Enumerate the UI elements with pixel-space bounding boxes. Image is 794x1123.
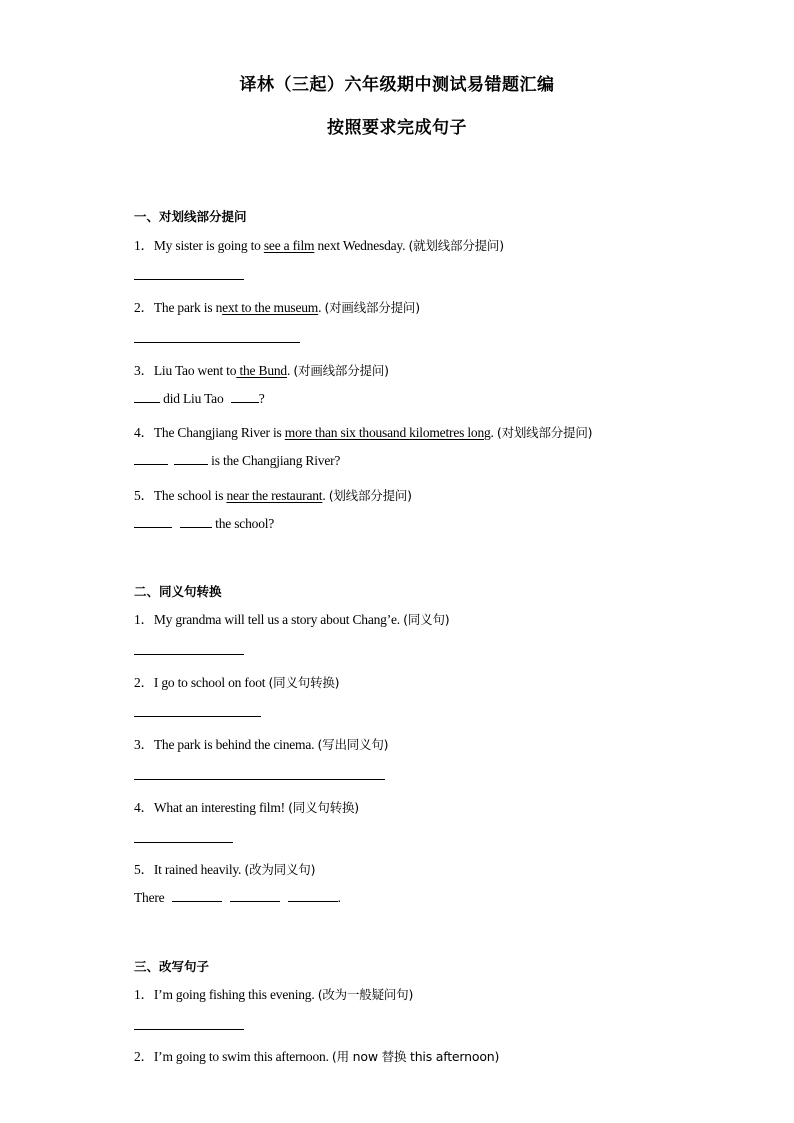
question: 4．What an interesting film! (同义句转换)	[134, 800, 359, 815]
answer-blank[interactable]	[288, 889, 338, 902]
answer-blank[interactable]	[134, 342, 300, 343]
question: 5．The school is near the restaurant. (划线部分提问)	[134, 488, 412, 503]
question: 5．It rained heavily. (改为同义句)	[134, 862, 316, 877]
answer-blank[interactable]	[180, 515, 212, 528]
answer-blank[interactable]	[134, 842, 233, 843]
answer-blank[interactable]	[134, 654, 244, 655]
answer-blank[interactable]	[134, 716, 261, 717]
section-heading: 一、对划线部分提问	[134, 209, 247, 224]
question: 2．I’m going to swim this afternoon. (用 now 替换 this afternoon)	[134, 1049, 500, 1064]
answer-blank[interactable]	[134, 390, 160, 403]
answer-blank[interactable]	[231, 390, 259, 403]
answer-blank[interactable]	[134, 452, 168, 465]
answer-line: is the Changjiang River?	[134, 452, 340, 469]
answer-blank[interactable]	[174, 452, 208, 465]
question: 2．The park is next to the museum. (对画线部分提问)	[134, 300, 420, 315]
question: 3．The park is behind the cinema. (写出同义句)	[134, 737, 389, 752]
answer-blank[interactable]	[172, 889, 222, 902]
section-heading: 二、同义句转换	[134, 584, 222, 599]
question: 1．I’m going fishing this evening. (改为一般疑问句)	[134, 987, 414, 1002]
question: 2．I go to school on foot (同义句转换)	[134, 675, 340, 690]
document-title: 译林（三起）六年级期中测试易错题汇编	[239, 75, 555, 95]
answer-line: the school?	[134, 515, 274, 532]
question: 1．My grandma will tell us a story about Chang’e. (同义句)	[134, 612, 450, 627]
answer-blank[interactable]	[134, 515, 172, 528]
answer-line: There .	[134, 890, 341, 905]
answer-blank[interactable]	[134, 779, 385, 780]
document-subtitle: 按照要求完成句子	[327, 118, 467, 138]
question: 3．Liu Tao went to the Bund. (对画线部分提问)	[134, 363, 389, 378]
section-heading: 三、改写句子	[134, 959, 210, 974]
answer-blank[interactable]	[230, 889, 280, 902]
answer-line: did Liu Tao ?	[134, 390, 265, 407]
question: 4．The Changjiang River is more than six thousand kilometres long. (对划线部分提问)	[134, 425, 593, 440]
answer-blank[interactable]	[134, 279, 244, 280]
question: 1．My sister is going to see a film next Wednesday. (就划线部分提问)	[134, 238, 504, 253]
answer-blank[interactable]	[134, 1029, 244, 1030]
